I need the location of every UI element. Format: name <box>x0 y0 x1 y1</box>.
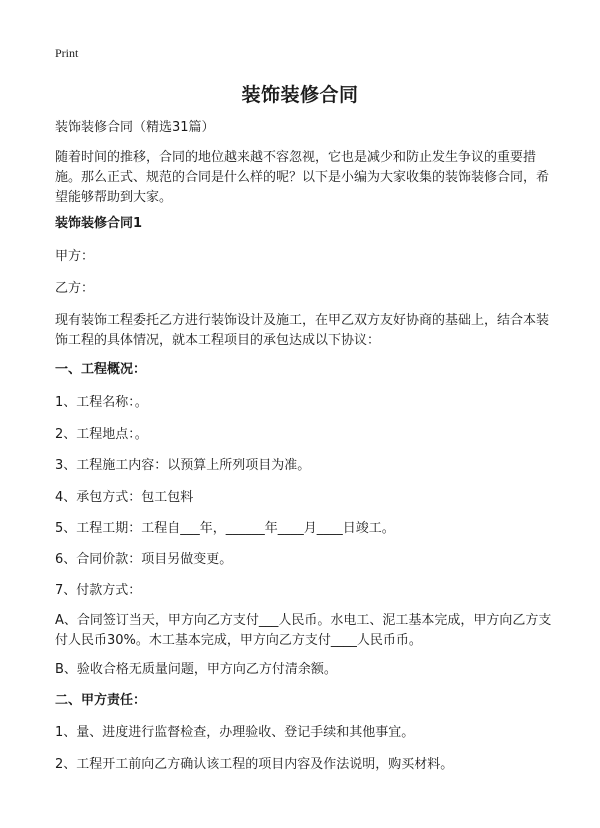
duty-item-2: 2、工程开工前向乙方确认该工程的项目内容及作法说明，购买材料。 <box>55 757 454 772</box>
part2-heading: 二、甲方责任： <box>55 693 147 708</box>
part1-heading: 一、工程概况： <box>55 362 147 377</box>
intro-paragraph: 随着时间的推移，合同的地位越来越不容忽视，它也是减少和防止发生争议的重要措施。那么正式、规范的合同是什么样的呢？以下是小编为大家收集的装饰装修合同，希望能够帮助到大家。 <box>55 150 550 205</box>
item-payment-method: 7、付款方式： <box>55 583 142 598</box>
item-project-location: 2、工程地点：。 <box>55 427 148 442</box>
print-link[interactable]: Print <box>55 46 79 60</box>
duty-item-1: 1、量、进度进行监督检查，办理验收、登记手续和其他事宜。 <box>55 725 415 740</box>
document-subtitle: 装饰装修合同（精选31篇） <box>55 120 215 135</box>
payment-clause-b: B、验收合格无质量问题，甲方向乙方付清余额。 <box>55 662 337 677</box>
item-contract-method: 4、承包方式：包工包料 <box>55 490 194 505</box>
section-heading: 装饰装修合同1 <box>55 216 143 231</box>
page-title: 装饰装修合同 <box>241 84 359 106</box>
party-b-label: 乙方： <box>55 281 95 296</box>
preamble-paragraph: 现有装饰工程委托乙方进行装饰设计及施工，在甲乙双方友好协商的基础上，结合本装饰工程的具体情况，就本工程项目的承包达成以下协议： <box>55 313 550 348</box>
party-a-label: 甲方： <box>55 249 95 264</box>
item-construction-content: 3、工程施工内容：以预算上所列项目为准。 <box>55 458 311 473</box>
item-project-name: 1、工程名称：。 <box>55 395 148 410</box>
item-construction-period: 5、工程工期：工程自___年，______年____月____日竣工。 <box>55 521 395 536</box>
payment-clause-a: A、合同签订当天，甲方向乙方支付___人民币。水电工、泥工基本完成，甲方向乙方支付人民币30%。木工基本完成，甲方向乙方支付____人民币币。 <box>55 613 552 648</box>
item-contract-price: 6、合同价款：项目另做变更。 <box>55 552 233 567</box>
